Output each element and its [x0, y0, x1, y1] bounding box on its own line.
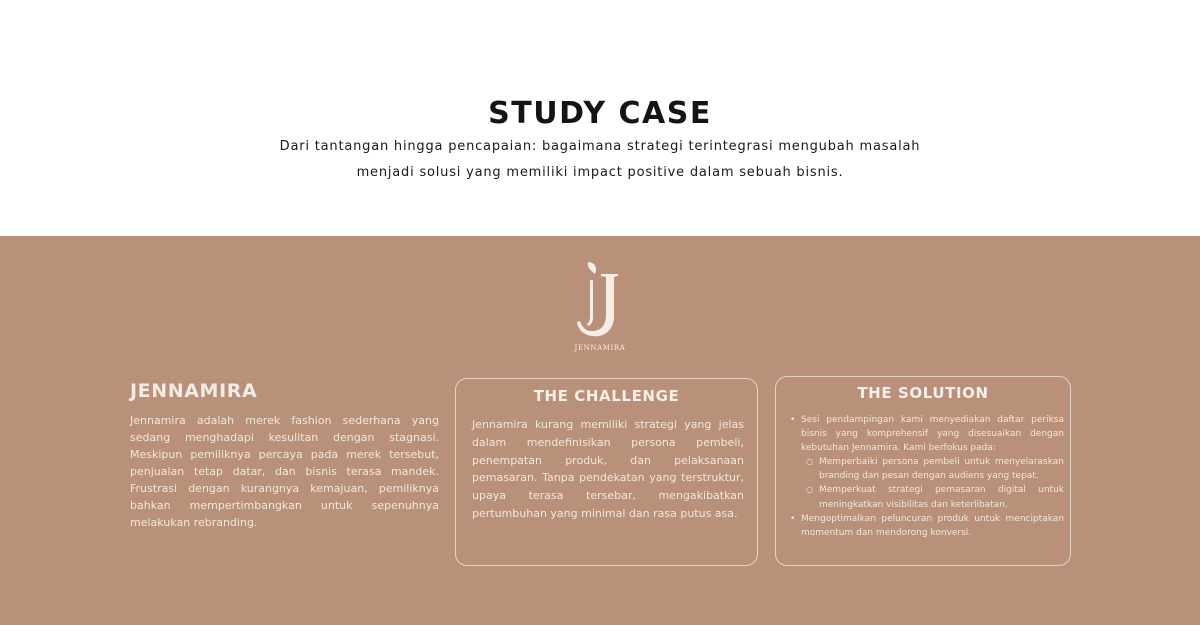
- list-item: [806, 483, 1064, 511]
- jennamira-monogram-icon: [568, 258, 632, 344]
- brand-title: JENNAMIRA: [130, 380, 258, 402]
- subtitle-line-2: menjadi solusi yang memiliki impact positive dalam sebuah bisnis.: [356, 165, 844, 180]
- list-item: [790, 512, 1064, 540]
- challenge-text: Jennamira kurang memiliki strategi yang jelas dalam mendefinisikan persona pembeli, penempatan produk, dan pelaksanaan pemasaran. Tanpa pendekatan yang terstruktur, upaya terasa tersebar, mengakibatkan pertumbuhan yang minimal dan rasa putus asa.: [472, 418, 744, 520]
- subtitle-line-1: Dari tantangan hingga pencapaian: bagaimana strategi terintegrasi mengubah masalah: [279, 139, 921, 154]
- list-item: [790, 413, 1064, 512]
- bullet-icon: •: [790, 513, 796, 524]
- solution-sublist: [806, 455, 1064, 511]
- solution-list: [790, 413, 1064, 540]
- hero-section: [0, 0, 1200, 236]
- circle-bullet-icon: ○: [806, 485, 813, 495]
- brand-logo: [568, 258, 632, 358]
- bullet-icon: •: [790, 415, 796, 425]
- solution-subitem-2: Memperkuat strategi pemasaran digital untuk meningkatkan visibilitas dan keterlibatan.: [819, 485, 1064, 510]
- list-item: [806, 455, 1064, 483]
- solution-item-2: Mengoptimalkan peluncuran produk untuk menciptakan momentum dan mendorong konversi.: [801, 513, 1064, 538]
- page-subtitle: [240, 134, 960, 186]
- solution-card: [775, 376, 1071, 566]
- solution-item-1: Sesi pendampingan kami menyediakan daftar periksa bisnis yang komprehensif yang disesuaikan dengan kebutuhan Jennamira. Kami berfokus pada:: [801, 415, 1064, 454]
- circle-bullet-icon: ○: [806, 457, 813, 467]
- solution-subitem-1: Memperbaiki persona pembeli untuk menyelaraskan branding dan pesan dengan audiens yang tepat.: [819, 457, 1064, 482]
- logo-wordmark: JENNAMIRA: [574, 344, 626, 352]
- solution-title: THE SOLUTION: [857, 384, 989, 402]
- brand-description: Jennamira adalah merek fashion sederhana yang sedang menghadapi kesulitan dengan stagnasi. Meskipun pemiliknya percaya pada merek tersebut, penjualan tetap datar, dan bisnis terasa mandek. Frustrasi dengan kurangnya kemajuan, pemiliknya bahkan mempertimbangkan untuk sepenuhnya melakukan rebranding.: [130, 414, 439, 529]
- challenge-title: THE CHALLENGE: [533, 387, 680, 405]
- page-title: STUDY CASE: [488, 96, 712, 131]
- challenge-card: [455, 378, 758, 566]
